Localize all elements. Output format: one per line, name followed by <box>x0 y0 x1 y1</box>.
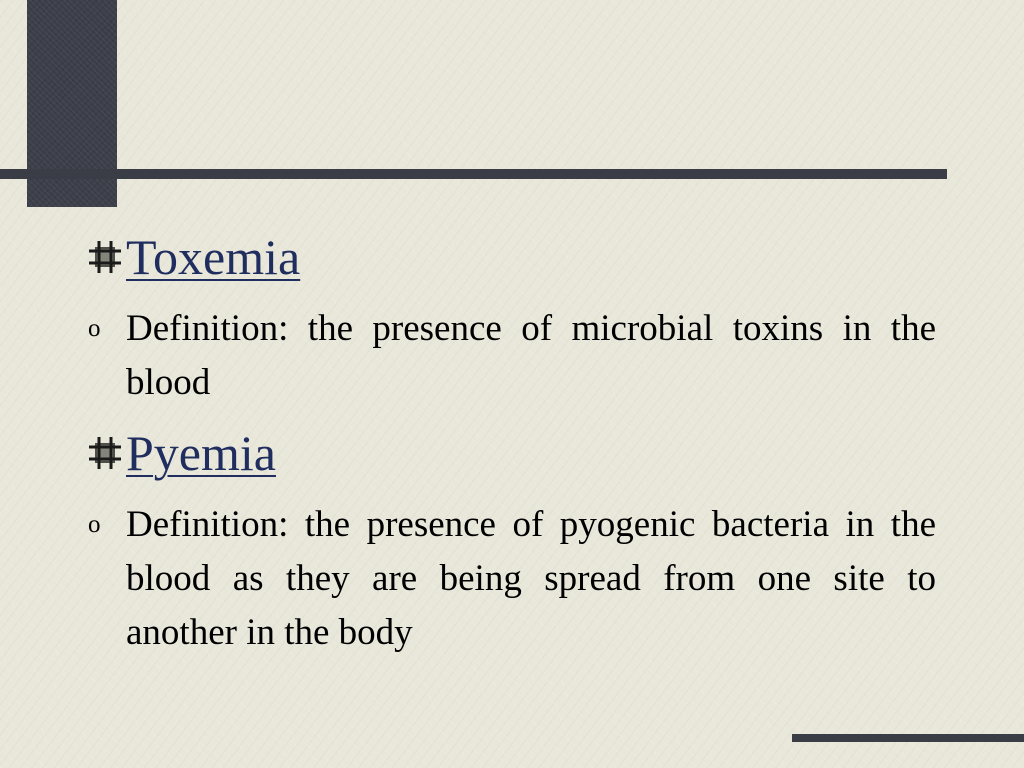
hash-bullet-icon <box>88 436 122 470</box>
bullet-item-toxemia-definition <box>86 302 938 410</box>
bullet-marker: o <box>88 315 101 342</box>
bullet-marker: o <box>88 511 101 538</box>
bullet-text-toxemia-definition: Definition: the presence of microbial toxins in the blood <box>126 308 936 403</box>
heading-link-toxemia[interactable]: Toxemia <box>126 229 301 285</box>
section-heading-toxemia <box>86 222 938 292</box>
slide-content <box>86 222 938 660</box>
hash-bullet-icon <box>88 240 122 274</box>
bullet-item-pyemia-definition <box>86 498 938 660</box>
section-heading-pyemia <box>86 418 938 488</box>
bottom-divider-line <box>792 734 1024 742</box>
bullet-text-pyemia-definition: Definition: the presence of pyogenic bacteria in the blood as they are being spread from one site to another in the body <box>126 504 936 653</box>
top-divider-line <box>0 169 947 179</box>
heading-link-pyemia[interactable]: Pyemia <box>126 425 276 481</box>
